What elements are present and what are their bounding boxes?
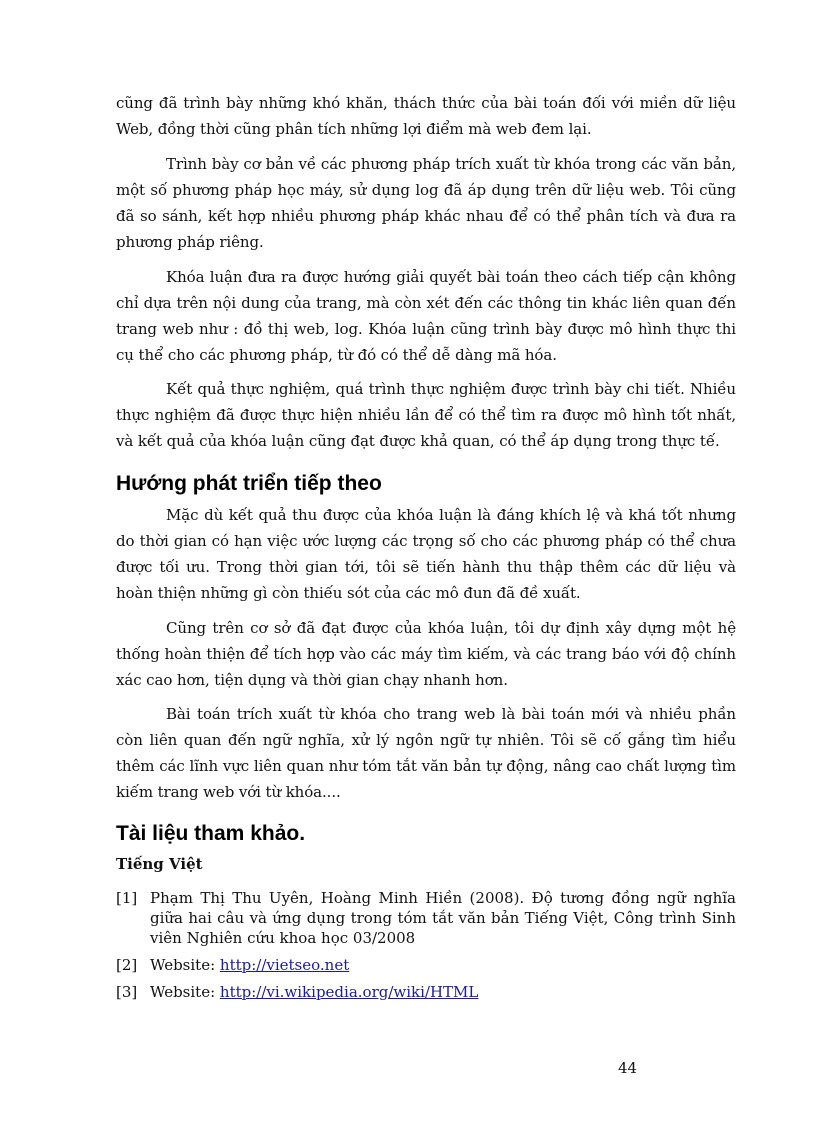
paragraph-methods: Trình bày cơ bản về các phương pháp trích xuất từ khóa trong các văn bản, một số phương pháp học máy, sử dụng log đã áp dụng trên dữ liệu web. Tôi cũng đã so sánh, kết hợp nhiều phương pháp khác nhau để có thể phân tích và đưa ra phương pháp riêng. (116, 155, 736, 251)
paragraph-future-3: Bài toán trích xuất từ khóa cho trang web là bài toán mới và nhiều phần còn liên quan đến ngữ nghĩa, xử lý ngôn ngữ tự nhiên. Tôi sẽ cố gắng tìm hiểu thêm các lĩnh vực liên quan như tóm tắt văn bản tự động, nâng cao chất lượng tìm kiếm trang web với từ khóa.... (116, 705, 736, 801)
reference-text (150, 982, 736, 1002)
heading-references: Tài liệu tham khảo. (116, 822, 306, 845)
reference-number: [2] (116, 956, 138, 974)
vietseo-link[interactable]: http://vietseo.net (219, 956, 350, 974)
wikipedia-html-link[interactable]: http://vi.wikipedia.org/wiki/HTML (219, 983, 479, 1001)
reference-item (116, 955, 736, 975)
paragraph-approach: Khóa luận đưa ra được hướng giải quyết bài toán theo cách tiếp cận không chỉ dựa trên nội dung của trang, mà còn xét đến các thông tin khác liên quan đến trang web như : đồ thị web, log. Khóa luận cũng trình bày được mô hình thực thi cụ thể cho các phương pháp, từ đó có thể dễ dàng mã hóa. (116, 268, 736, 364)
reference-number: [1] (116, 889, 138, 907)
paragraph-intro-continued: cũng đã trình bày những khó khăn, thách thức của bài toán đối với miền dữ liệu Web, đồng thời cũng phân tích những lợi điểm mà web đem lại. (116, 94, 736, 138)
paragraph-future-2: Cũng trên cơ sở đã đạt được của khóa luận, tôi dự định xây dựng một hệ thống hoàn thiện để tích hợp vào các máy tìm kiếm, và các trang báo với độ chính xác cao hơn, tiện dụng và thời gian chạy nhanh hơn. (116, 619, 736, 689)
paragraph-future-1: Mặc dù kết quả thu được của khóa luận là đáng khích lệ và khá tốt nhưng do thời gian có hạn việc ước lượng các trọng số cho các phương pháp có thể chưa được tối ưu. Trong thời gian tới, tôi sẽ tiến hành thu thập thêm các dữ liệu và hoàn thiện những gì còn thiếu sót của các mô đun đã đề xuất. (116, 506, 736, 602)
reference-prefix: Website: (150, 956, 220, 974)
reference-text (150, 955, 736, 975)
page-number: 44 (618, 1059, 638, 1077)
reference-number: [3] (116, 983, 138, 1001)
reference-item (116, 888, 736, 950)
subheading-vietnamese: Tiếng Việt (116, 855, 203, 873)
paragraph-results: Kết quả thực nghiệm, quá trình thực nghiệm được trình bày chi tiết. Nhiều thực nghiệm đã được thực hiện nhiều lần để có thể tìm ra được mô hình tốt nhất, và kết quả của khóa luận cũng đạt được khả quan, có thể áp dụng trong thực tế. (116, 380, 736, 450)
heading-future-work: Hướng phát triển tiếp theo (116, 472, 382, 495)
reference-prefix: Website: (150, 983, 220, 1001)
reference-text: Phạm Thị Thu Uyên, Hoàng Minh Hiền (2008). Độ tương đồng ngữ nghĩa giữa hai câu và ứng dụng trong tóm tắt văn bản Tiếng Việt, Công trình Sinh viên Nghiên cứu khoa học 03/2008 (150, 889, 736, 947)
reference-item (116, 982, 736, 1002)
